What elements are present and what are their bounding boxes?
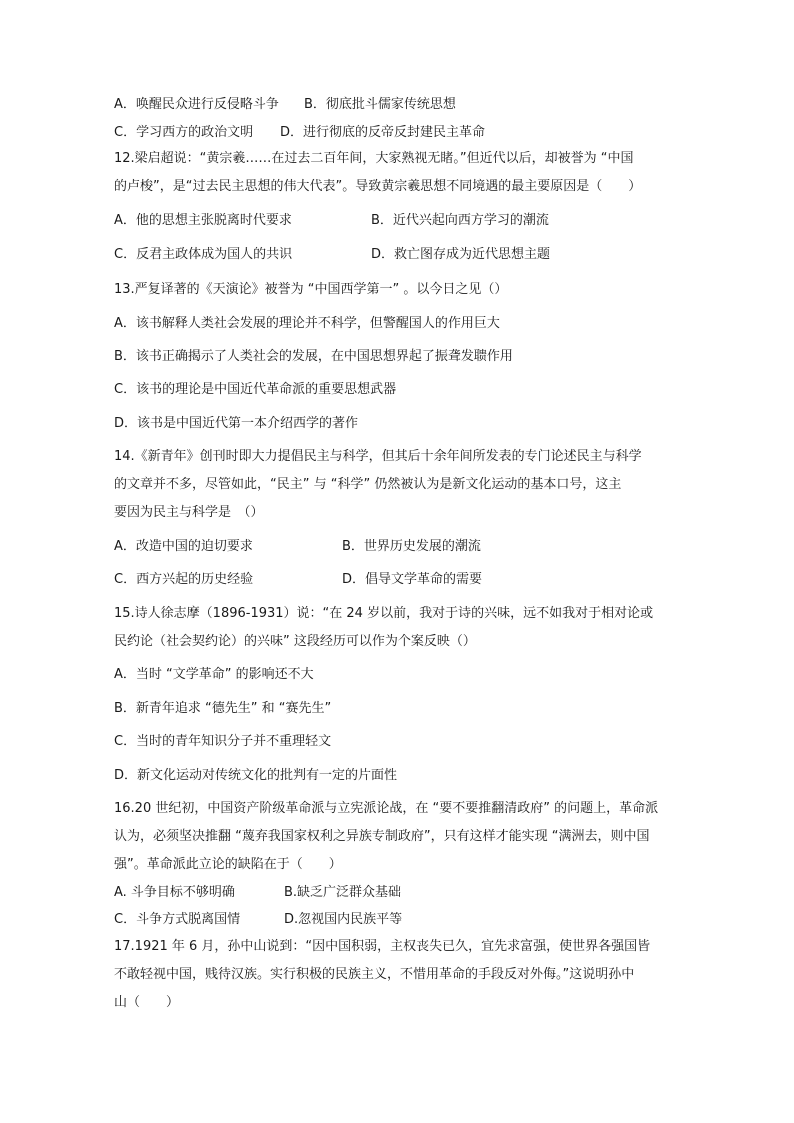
q17-stem-line-2: 不敢轻视中国，贱待汉族。实行积极的民族主义，不惜用革命的手段反对外侮。”这说明孙中: [114, 967, 635, 982]
q15-option-c: C．当时的青年知识分子并不重理轻文: [114, 734, 332, 749]
q14-option-b: B．世界历史发展的潮流: [342, 539, 481, 554]
q11-option-a: A．唤醒民众进行反侵略斗争: [114, 97, 279, 112]
q13-option-d: D．该书是中国近代第一本介绍西学的著作: [114, 416, 359, 431]
q12-option-d: D．救亡图存成为近代思想主题: [371, 247, 551, 262]
q12-option-a: A．他的思想主张脱离时代要求: [114, 213, 292, 228]
q16-option-a: A. 斗争目标不够明确: [114, 885, 235, 900]
q15-option-d: D．新文化运动对传统文化的批判有一定的片面性: [114, 768, 398, 783]
q15-option-a: A．当时 “文学革命” 的影响还不大: [114, 667, 314, 682]
q15-stem-line-1: 15.诗人徐志摩（1896-1931）说：“在 24 岁以前，我对于诗的兴味，远不如我对于相对论或: [114, 606, 654, 621]
q13-option-b: B．该书正确揭示了人类社会的发展，在中国思想界起了振聋发聩作用: [114, 349, 513, 364]
q16-option-b: B.缺乏广泛群众基础: [284, 885, 402, 900]
q13-option-c: C．该书的理论是中国近代革命派的重要思想武器: [114, 382, 397, 397]
q16-option-d: D.忽视国内民族平等: [284, 912, 403, 927]
q14-stem-line-2: 的文章并不多，尽管如此，“民主” 与 “科学” 仍然被认为是新文化运动的基本口号，这主: [114, 477, 622, 492]
q13-option-a: A．该书解释人类社会发展的理论并不科学，但警醒国人的作用巨大: [114, 316, 500, 331]
q11-option-c: C．学习西方的政治文明: [114, 125, 254, 140]
q14-option-d: D．倡导文学革命的需要: [342, 572, 483, 587]
q12-stem-line-2: 的卢梭”，是“过去民主思想的伟大代表”。导致黄宗羲思想不同境遇的最主要原因是（ ）: [114, 179, 642, 194]
q16-stem-line-3: 强”。革命派此立论的缺陷在于（ ）: [114, 857, 342, 872]
q15-stem-line-2: 民约论（社会契约论）的兴味” 这段经历可以作为个案反映（）: [114, 634, 476, 649]
q17-stem-line-3: 山（ ）: [114, 995, 180, 1010]
q11-option-b: B．彻底批斗儒家传统思想: [304, 97, 456, 112]
q16-stem-line-2: 认为，必须坚决推翻 “蔑弃我国家权利之异族专制政府”，只有这样才能实现 “满洲去，则中国: [114, 829, 650, 844]
q12-option-c: C．反君主政体成为国人的共识: [114, 247, 293, 262]
q14-stem-line-3: 要因为民主与科学是 （）: [114, 505, 264, 520]
q16-option-c: C．斗争方式脱离国情: [114, 912, 241, 927]
q14-stem-line-1: 14.《新青年》创刊时即大力提倡民主与科学，但其后十余年间所发表的专门论述民主与科学: [114, 449, 642, 464]
q12-option-b: B．近代兴起向西方学习的潮流: [371, 213, 549, 228]
q14-option-a: A．改造中国的迫切要求: [114, 539, 253, 554]
q14-option-c: C．西方兴起的历史经验: [114, 572, 254, 587]
q12-stem-line-1: 12.梁启超说：“黄宗羲……在过去二百年间，大家熟视无睹。”但近代以后，却被誉为 “中国: [114, 151, 634, 166]
q13-stem-line-1: 13.严复译著的《天演论》被誉为 “中国西学第一” 。以今日之见（）: [114, 282, 508, 297]
q16-stem-line-1: 16.20 世纪初，中国资产阶级革命派与立宪派论战，在 “要不要推翻清政府” 的问题上，革命派: [114, 801, 659, 816]
q17-stem-line-1: 17.1921 年 6 月，孙中山说到：“因中国积弱，主权丧失已久，宜先求富强，使世界各强国皆: [114, 939, 651, 954]
q11-option-d: D．进行彻底的反帝反封建民主革命: [280, 125, 486, 140]
q15-option-b: B．新青年追求 “德先生” 和 “赛先生”: [114, 701, 332, 716]
